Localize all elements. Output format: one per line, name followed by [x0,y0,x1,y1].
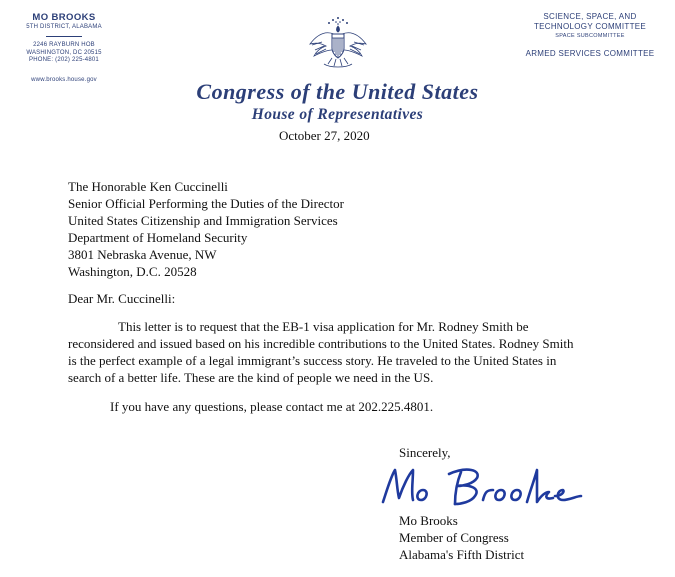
signature-block [399,512,524,563]
recipient-line: Senior Official Performing the Duties of the Director [68,196,344,211]
committee-name: SCIENCE, SPACE, AND [543,12,637,21]
committee-name: ARMED SERVICES COMMITTEE [525,49,655,58]
member-district: 5TH DISTRICT, ALABAMA [26,24,102,30]
divider [46,36,82,37]
congress-title: Congress of the United States [196,79,479,104]
letterhead-left [14,12,114,83]
paragraph-line: search of a better life. These are the kind of people we need in the US. [68,370,434,385]
closing: Sincerely, [399,445,451,460]
recipient-line: United States Citizenship and Immigration Services [68,213,338,228]
website: www.brooks.house.gov [31,76,97,83]
body-paragraph [68,398,433,415]
paragraph-line: is the perfect example of a legal immigrant’s success story. He traveled to the United States in [68,353,557,368]
signer-title: Member of Congress [399,530,509,545]
body-paragraph [68,318,573,386]
signer-name: Mo Brooks [399,513,458,528]
member-name: MO BROOKS [32,12,96,23]
paragraph-line: This letter is to request that the EB-1 visa application for Mr. Rodney Smith be [118,319,529,334]
paragraph-line: reconsidered and issued based on his incredible contributions to the United States. Rodney Smith [68,336,574,351]
house-title: House of Representatives [251,106,424,123]
handwritten-signature [377,462,587,512]
address-line: WASHINGTON, DC 20515 [26,49,102,56]
recipient-line: 3801 Nebraska Avenue, NW [68,247,217,262]
recipient-line: The Honorable Ken Cuccinelli [68,179,228,194]
recipient-line: Department of Homeland Security [68,230,248,245]
address-line: PHONE: (202) 225-4801 [29,57,99,63]
subcommittee-name: SPACE SUBCOMMITTEE [555,33,625,39]
recipient-address [68,178,344,280]
signer-district: Alabama's Fifth District [399,547,525,562]
letterhead-right [520,12,660,58]
salutation: Dear Mr. Cuccinelli: [68,291,176,306]
committee-name: TECHNOLOGY COMMITTEE [533,21,647,31]
address-line: 2246 RAYBURN HOB [33,42,95,48]
paragraph-line: If you have any questions, please contact me at 202.225.4801. [110,399,434,414]
great-seal-eagle-icon [306,14,370,78]
letter-date: October 27, 2020 [279,128,370,143]
recipient-line: Washington, D.C. 20528 [68,264,197,279]
